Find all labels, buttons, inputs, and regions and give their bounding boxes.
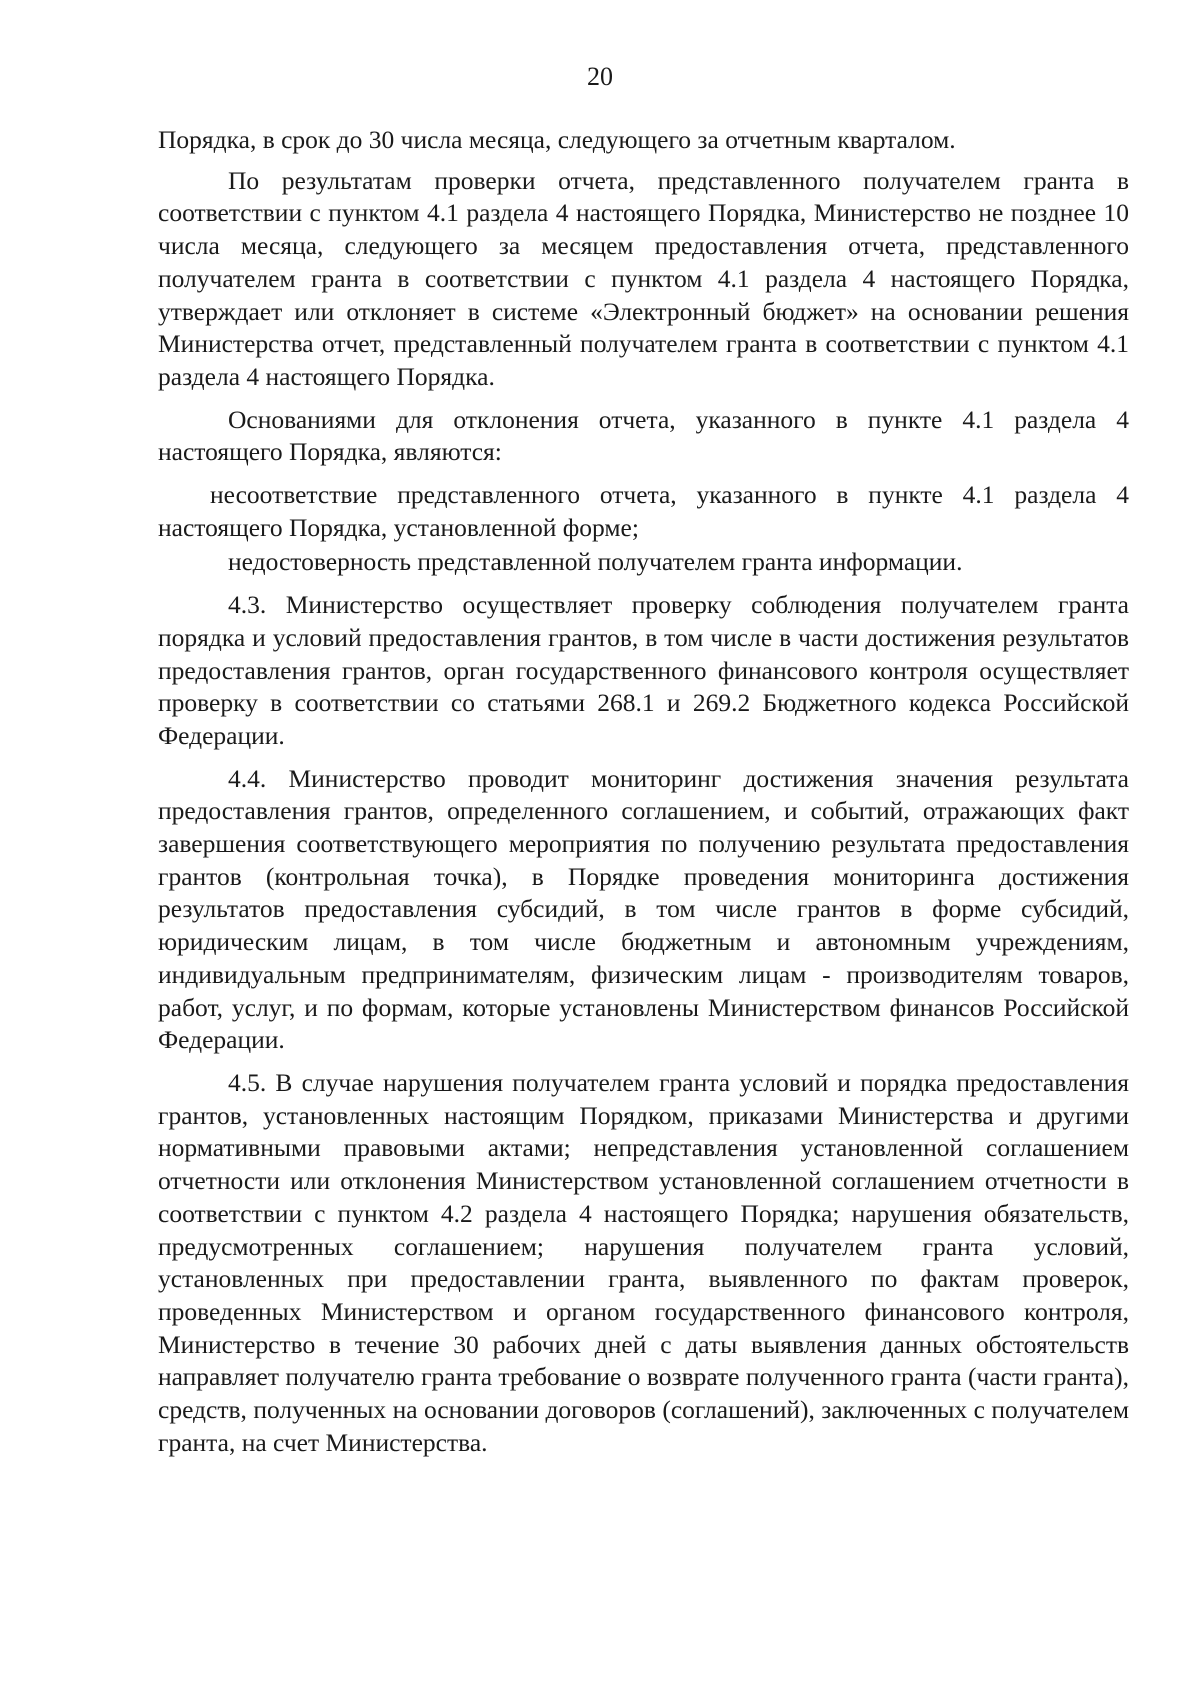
page-number: 20 (587, 62, 613, 91)
list-item-nonconformity: несоответствие представленного отчета, указанного в пункте 4.1 раздела 4 настоящего Порядка, установленной форме; (158, 480, 1129, 542)
paragraph-continuation: Порядка, в срок до 30 числа месяца, следующего за отчетным кварталом. (158, 125, 956, 154)
document-body (158, 124, 1129, 1459)
paragraph-4-3: 4.3. Министерство осуществляет проверку соблюдения получателем гранта порядка и условий предоставления грантов, в том числе в части достижения результатов предоставления грантов, орган государственного финансового контроля осуществляет проверку в соответствии со статьями 268.1 и 269.2 Бюджетного кодекса Российской Федерации. (158, 590, 1129, 750)
paragraph-4-5: 4.5. В случае нарушения получателем гранта условий и порядка предоставления грантов, установленных настоящим Порядком, приказами Министерства и другими нормативными правовыми актами; непредставления установленной соглашением отчетности или отклонения Министерством установленной соглашением отчетности в соответствии с пунктом 4.2 раздела 4 настоящего Порядка; нарушения обязательств, предусмотренных соглашением; нарушения получателем гранта условий, установленных при предоставлении гранта, выявленного по фактам проверок, проведенных Министерством и органом государственного финансового контроля, Министерство в течение 30 рабочих дней с даты выявления данных обстоятельств направляет получателю гранта требование о возврате полученного гранта (части гранта), средств, полученных на основании договоров (соглашений), заключенных с получателем гранта, на счет Министерства. (158, 1067, 1129, 1457)
paragraph-rejection-grounds: Основаниями для отклонения отчета, указанного в пункте 4.1 раздела 4 настоящего Порядка, являются: (158, 404, 1129, 467)
list-item-unreliability: недостоверность представленной получателем гранта информации. (228, 547, 963, 577)
paragraph-report-review: По результатам проверки отчета, представленного получателем гранта в соответствии с пунктом 4.1 раздела 4 настоящего Порядка, Министерство не позднее 10 числа месяца, следующего за месяцем предоставления отчета, представленного получателем гранта в соответствии с пунктом 4.1 раздела 4 настоящего Порядка, утверждает или отклоняет в системе «Электронный бюджет» на основании решения Министерства отчет, представленный получателем гранта в соответствии с пунктом 4.1 раздела 4 настоящего Порядка. (158, 165, 1129, 391)
paragraph-4-4: 4.4. Министерство проводит мониторинг достижения значения результата предоставления грантов, определенного соглашением, и событий, отражающих факт завершения соответствующего мероприятия по получению результата предоставления грантов (контрольная точка), в Порядке проведения мониторинга достижения результатов предоставления субсидий, в том числе грантов в форме субсидий, юридическим лицам, в том числе бюджетным и автономным учреждениям, индивидуальным предпринимателям, физическим лицам - производителям товаров, работ, услуг, и по формам, которые установлены Министерством финансов Российской Федерации. (158, 763, 1129, 1055)
